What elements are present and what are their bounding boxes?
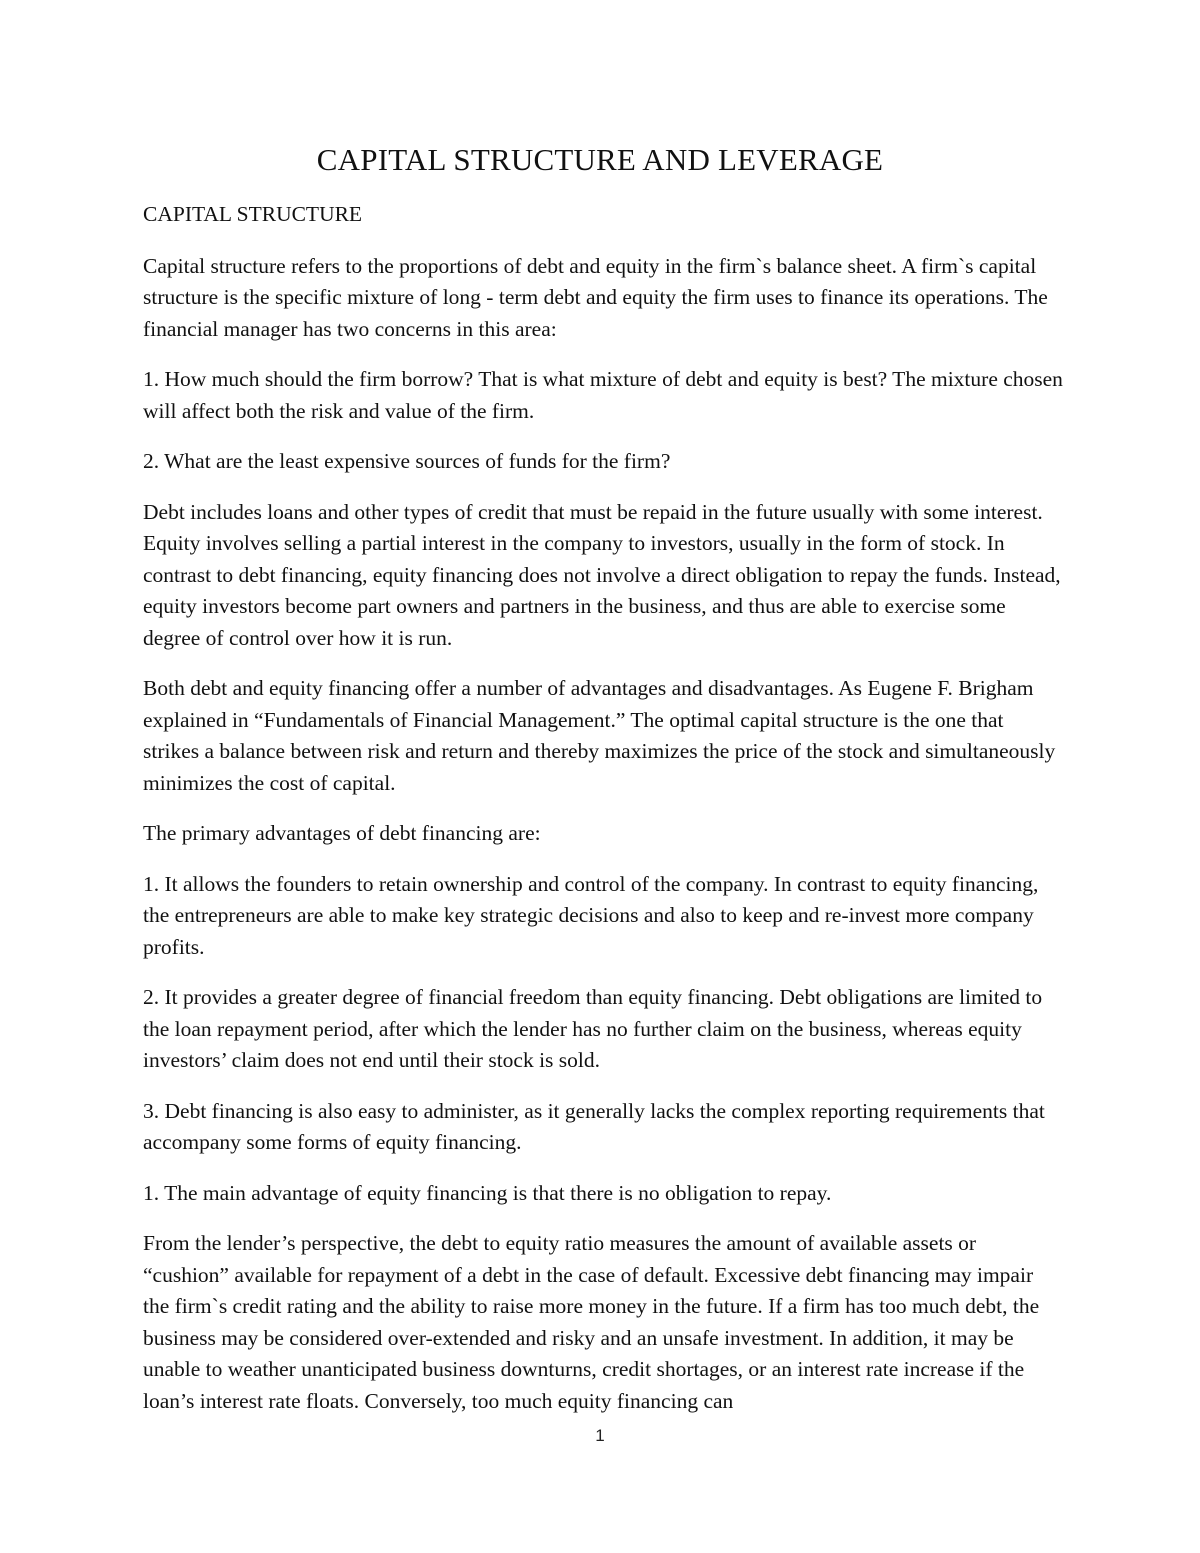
page-title: CAPITAL STRUCTURE AND LEVERAGE <box>316 142 884 177</box>
document-body <box>143 199 1063 1436</box>
paragraph-lender-perspective: From the lender’s perspective, the debt to equity ratio measures the amount of available assets or “cushion” available for repayment of a debt in the case of default. Excessive debt financing may impair the firm`s credit rating and the ability to raise more money in the future. If a firm has too much debt, the business may be considered over-extended and risky and an unsafe investment. In addition, it may be unable to weather unanticipated business downturns, credit shortages, or an interest rate increase if the loan’s interest rate floats. Conversely, too much equity financing can <box>143 1231 1040 1413</box>
paragraph-capital-structure-definition: Capital structure refers to the proportions of debt and equity in the firm`s balance sheet. A firm`s capital structure is the specific mixture of long - term debt and equity the firm uses to finance its operations. The financial manager has two concerns in this area: <box>143 253 1048 341</box>
section-heading: CAPITAL STRUCTURE <box>143 202 363 226</box>
equity-advantage-item-1: 1. The main advantage of equity financing is that there is no obligation to repay. <box>143 1180 832 1205</box>
page-number: 1 <box>595 1426 605 1445</box>
debt-advantage-item-3: 3. Debt financing is also easy to administer, as it generally lacks the complex reporting requirements that accompany some forms of equity financing. <box>143 1098 1045 1154</box>
paragraph-debt-equity-definition: Debt includes loans and other types of credit that must be repaid in the future usually with some interest. Equity involves selling a partial interest in the company to investors, usually in the form of stock. In contrast to debt financing, equity financing does not involve a direct obligation to repay the funds. Instead, equity investors become part owners and partners in the business, and thus are able to exercise some degree of control over how it is run. <box>143 499 1061 650</box>
debt-advantages-intro: The primary advantages of debt financing are: <box>143 821 541 845</box>
debt-advantage-item-1: 1. It allows the founders to retain ownership and control of the company. In contrast to equity financing, the entrepreneurs are able to make key strategic decisions and also to keep and re-invest more company profits. <box>143 871 1039 959</box>
concern-item-2: 2. What are the least expensive sources of funds for the firm? <box>143 449 671 473</box>
debt-advantage-item-2: 2. It provides a greater degree of financial freedom than equity financing. Debt obligations are limited to the loan repayment period, after which the lender has no further claim on the business, whereas equity investors’ claim does not end until their stock is sold. <box>143 985 1043 1072</box>
concern-item-1: 1. How much should the firm borrow? That is what mixture of debt and equity is best? The mixture chosen will affect both the risk and value of the firm. <box>143 367 1063 423</box>
paragraph-optimal-capital-structure: Both debt and equity financing offer a number of advantages and disadvantages. As Eugene F. Brigham explained in “Fundamentals of Financial Management.” The optimal capital structure is the one that strikes a balance between risk and return and thereby maximizes the price of the stock and simultaneously minimizes the cost of capital. <box>143 676 1056 795</box>
